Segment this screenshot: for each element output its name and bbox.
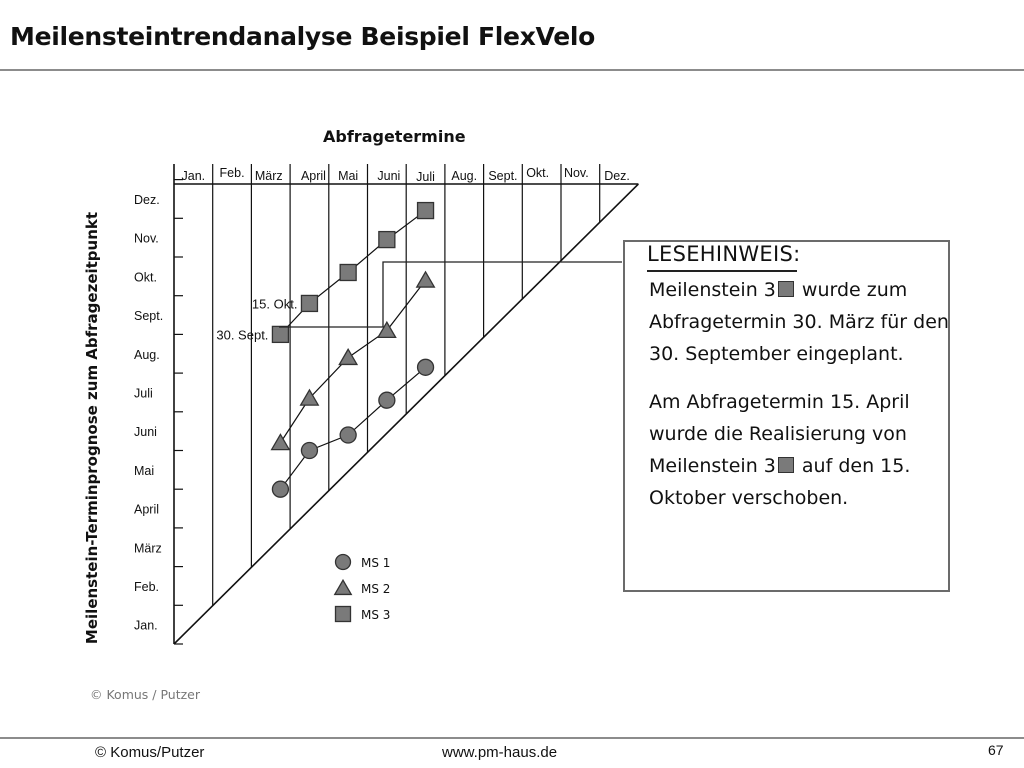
y-tick-label: Feb.: [134, 579, 160, 594]
note-text: Am Abfragetermin 15. April wurde die Realisierung von Meilenstein 3: [649, 391, 910, 477]
slide-title: Meilensteintrendanalyse Beispiel FlexVelo: [10, 22, 596, 51]
y-tick-label: März: [134, 541, 162, 556]
y-tick-label: Aug.: [134, 347, 160, 362]
ms1-circle-marker: [336, 555, 351, 570]
footer-website: www.pm-haus.de: [442, 744, 558, 761]
ms1-circle-marker: [340, 427, 356, 443]
ms1-circle-marker: [301, 443, 317, 459]
y-tick-label: April: [134, 502, 160, 517]
date-annotation: 15. Okt.: [251, 296, 298, 312]
ms3-square-marker: [301, 295, 317, 311]
ms1-circle-marker: [418, 359, 434, 375]
ms3-square-marker: [379, 232, 395, 248]
x-tick-label: Aug.: [451, 169, 478, 183]
copyright-watermark: © Komus / Putzer: [90, 687, 200, 702]
x-tick-label: Nov.: [563, 166, 589, 180]
note-text: wurde zum Abfragetermin 30. März für den 30. September eingeplant.: [649, 279, 949, 365]
note-heading-underline: [647, 270, 797, 272]
x-tick-label: März: [254, 169, 283, 183]
x-tick-label: Dez.: [604, 169, 630, 183]
ms2-triangle-marker: [417, 272, 435, 287]
y-tick-label: Dez.: [134, 192, 160, 207]
chart-series: [272, 203, 435, 498]
ms2-triangle-marker: [272, 434, 290, 449]
x-tick-label: Sept.: [488, 169, 518, 183]
legend-label: MS 1: [361, 556, 391, 570]
y-tick-label: Nov.: [134, 231, 159, 246]
y-tick-label: Mai: [134, 463, 155, 478]
note-text: Meilenstein 3: [649, 279, 776, 301]
y-axis-label: Meilenstein-Terminprognose zum Abfragezeitpunkt: [83, 211, 101, 645]
footer-divider: [0, 737, 1024, 739]
legend-label: MS 2: [361, 582, 391, 596]
ms2-triangle-marker: [339, 349, 357, 364]
annotation-connector-line: [279, 262, 622, 327]
x-tick-label: Feb.: [219, 166, 245, 180]
reading-note-box: [623, 240, 950, 592]
y-tick-label: Juli: [134, 386, 153, 401]
y-tick-label: Okt.: [134, 270, 157, 285]
ms3-square-marker: [336, 607, 351, 622]
y-tick-label: Jan.: [134, 618, 158, 633]
x-tick-label: Juli: [416, 170, 435, 184]
note-text: auf den 15. Oktober verschoben.: [649, 455, 911, 509]
note-paragraph-1: [649, 274, 949, 370]
x-tick-label: Okt.: [526, 166, 550, 180]
chart-legend: [335, 555, 391, 623]
chart-title: Abfragetermine: [323, 127, 466, 146]
x-tick-label: Juni: [377, 169, 401, 183]
x-tick-label: April: [300, 169, 326, 183]
note-heading: LESEHINWEIS:: [647, 242, 801, 266]
ms3-square-marker: [340, 264, 356, 280]
note-paragraph-2: [649, 386, 949, 514]
ms1-circle-marker: [272, 481, 288, 497]
ms2-triangle-marker: [335, 580, 352, 594]
ms3-square-marker: [418, 203, 434, 219]
y-tick-label: Juni: [134, 425, 157, 440]
y-tick-label: Sept.: [134, 309, 164, 324]
x-tick-label: Mai: [338, 169, 359, 183]
date-annotation: 30. Sept.: [216, 327, 269, 343]
square-marker-icon: [778, 281, 794, 297]
footer-copyright: © Komus/Putzer: [95, 744, 205, 761]
ms1-circle-marker: [379, 392, 395, 408]
x-tick-label: Jan.: [181, 169, 206, 183]
note-body: [649, 274, 949, 514]
legend-label: MS 3: [361, 608, 391, 622]
ms2-triangle-marker: [378, 322, 396, 337]
square-marker-icon: [778, 457, 794, 473]
page-number: 67: [988, 742, 1004, 758]
ms3-square-marker: [272, 326, 288, 342]
